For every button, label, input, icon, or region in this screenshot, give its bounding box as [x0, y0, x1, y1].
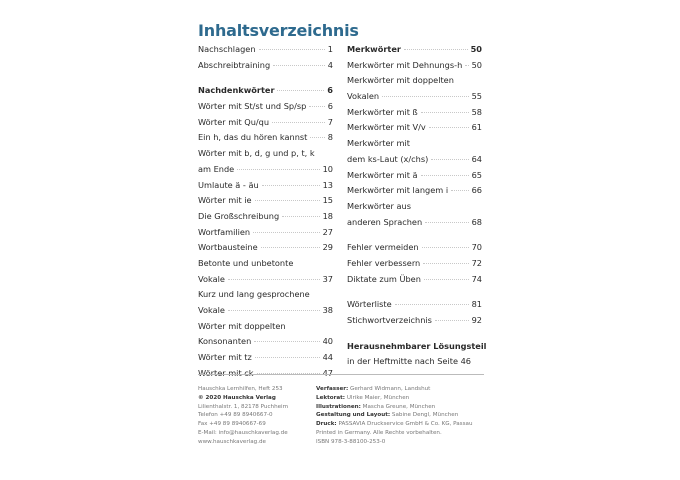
toc-entry-label: Konsonanten	[198, 336, 252, 347]
toc-entry-page: 15	[322, 195, 333, 206]
toc-entry-page: 6	[327, 101, 333, 112]
toc-entry-page: 8	[327, 132, 333, 143]
toc-entry-label: am Ende	[198, 163, 235, 174]
toc-entry-page: 38	[322, 305, 333, 315]
toc-entry-page: 4	[327, 59, 333, 70]
toc-entry[interactable]	[347, 183, 482, 199]
toc-entry[interactable]	[347, 313, 482, 329]
toc-entry[interactable]	[198, 83, 333, 99]
dot-leader	[395, 304, 469, 305]
toc-entry-page: 68	[471, 216, 482, 227]
toc-entry-page: 10	[322, 163, 333, 174]
dot-leader	[425, 222, 468, 223]
toc-left-column	[198, 42, 333, 381]
toc-entry[interactable]	[347, 215, 482, 231]
toc-entry-label: Vokalen	[347, 91, 380, 102]
toc-entry[interactable]	[198, 319, 333, 335]
dot-leader	[228, 310, 320, 311]
toc-entry-label: Wörter mit ck	[198, 367, 254, 378]
toc-entry-page: 29	[322, 242, 333, 253]
toc-entry-label: Wörter mit doppelten	[198, 320, 286, 331]
toc-entry[interactable]	[198, 178, 333, 194]
toc-entry-label: Die Großschreibung	[198, 210, 280, 221]
dot-leader	[421, 175, 469, 176]
toc-entry-label: Wörter mit b, d, g und p, t, k	[198, 148, 315, 159]
toc-entry-page: 61	[471, 122, 482, 133]
toc-entry[interactable]	[347, 199, 482, 215]
toc-entry-page: 18	[322, 210, 333, 221]
toc-entry-page: 81	[471, 299, 482, 310]
toc-entry-label: Merkwörter mit Dehnungs-h	[347, 59, 463, 70]
imprint-line: E-Mail: info@hauschkaverlag.de	[198, 429, 288, 436]
toc-entry-page: 70	[471, 242, 482, 253]
toc-entry-page: 58	[471, 106, 482, 117]
toc-entry-label: Stichwortverzeichnis	[347, 315, 432, 325]
toc-entry-label: Umlaute ä - äu	[198, 179, 259, 190]
toc-entry-page: 6	[327, 85, 333, 96]
toc-entry-label: dem ks-Laut (x/chs)	[347, 153, 429, 164]
toc-entry-label: Merkwörter mit doppelten	[347, 75, 454, 86]
dot-leader	[424, 279, 469, 280]
toc-entry-label: Merkwörter	[347, 44, 401, 54]
dot-leader	[431, 159, 468, 160]
dot-leader	[429, 127, 469, 128]
toc-entry-label: Merkwörter mit langem i	[347, 185, 449, 196]
dot-leader	[255, 357, 320, 358]
toc-entry[interactable]	[347, 240, 482, 256]
dot-leader	[237, 169, 319, 170]
toc-entry[interactable]	[198, 240, 333, 256]
toc-entry-label: Merkwörter mit ä	[347, 169, 418, 180]
toc-entry[interactable]	[347, 168, 482, 184]
imprint-credits	[316, 385, 472, 447]
imprint-key: Verfasser:	[316, 386, 349, 392]
toc-entry[interactable]	[347, 339, 487, 355]
imprint-key: Illustrationen:	[316, 403, 361, 410]
dot-leader	[255, 200, 320, 201]
toc-entry-page: 64	[471, 153, 482, 164]
toc-entry-label: Merkwörter mit	[347, 138, 410, 149]
toc-entry-label: Wortfamilien	[198, 226, 251, 237]
toc-entry[interactable]	[198, 334, 333, 350]
toc-entry-page: 27	[322, 226, 333, 237]
imprint-key: Gestaltung und Layout:	[316, 412, 391, 419]
toc-entry-label: Merkwörter aus	[347, 200, 411, 211]
toc-entry-page: 55	[471, 91, 482, 102]
toc-entry[interactable]	[347, 42, 482, 58]
toc-entry-label: Wörter mit St/st und Sp/sp	[198, 101, 307, 112]
dot-leader	[254, 341, 319, 342]
toc-entry-page: 50	[470, 44, 482, 54]
toc-entry[interactable]	[347, 120, 482, 136]
dot-leader	[382, 96, 468, 97]
toc-entry[interactable]	[347, 256, 482, 272]
imprint-line	[316, 403, 472, 412]
imprint-publisher	[198, 385, 288, 447]
toc-entry-label: Abschreibtraining	[198, 59, 271, 70]
toc-entry[interactable]	[198, 42, 333, 58]
imprint-value: PASSAVIA Druckservice GmbH & Co. KG, Passau	[336, 421, 473, 428]
imprint-line	[316, 385, 472, 394]
toc-entry[interactable]	[198, 256, 333, 272]
toc-entry-page: 40	[322, 336, 333, 347]
imprint-value: ISBN 978-3-88100-253-0	[316, 438, 386, 445]
toc-entry[interactable]	[347, 89, 482, 105]
imprint-value: Sabine Dengl, München	[390, 412, 459, 419]
toc-entry[interactable]	[347, 105, 482, 121]
dot-leader	[273, 65, 325, 66]
dot-leader	[272, 122, 325, 123]
toc-entry-label: Nachdenkwörter	[198, 85, 275, 96]
toc-entry-page: 92	[471, 315, 482, 325]
toc-entry-label: Wörter mit tz	[198, 352, 252, 363]
toc-entry[interactable]	[198, 58, 333, 74]
toc-entry-label: Wortbausteine	[198, 242, 258, 253]
toc-entry[interactable]	[347, 73, 482, 89]
dot-leader	[404, 49, 468, 50]
toc-entry-label: Betonte und unbetonte	[198, 257, 294, 268]
toc-entry[interactable]	[347, 58, 482, 74]
toc-entry-label: Fehler verbessern	[347, 257, 421, 268]
toc-entry-label: Fehler vermeiden	[347, 242, 419, 253]
imprint-value: Printed in Germany. Alle Rechte vorbehalten.	[316, 429, 442, 436]
toc-entry[interactable]	[347, 272, 482, 288]
imprint-line: Lilienthalstr. 1, 82178 Puchheim	[198, 403, 289, 410]
toc-entry[interactable]	[198, 162, 333, 178]
toc-entry-page: 65	[471, 169, 482, 180]
toc-entry[interactable]	[198, 209, 333, 225]
toc-entry-page: 72	[471, 257, 482, 268]
imprint-line	[316, 420, 472, 429]
imprint-line: Fax +49 89 8940667-69	[198, 421, 266, 428]
toc-entry-label: Kurz und lang gesprochene	[198, 289, 310, 300]
dot-leader	[309, 106, 324, 107]
dot-leader	[423, 263, 468, 264]
dot-leader	[277, 90, 324, 91]
toc-entry-label: Vokale	[198, 273, 225, 284]
imprint-line	[316, 411, 472, 420]
toc-entry-page: 13	[322, 179, 333, 190]
toc-entry[interactable]	[198, 350, 333, 366]
toc-entry-label: Wörter mit Qu/qu	[198, 116, 270, 127]
toc-entry-label: in der Heftmitte nach Seite 46	[347, 356, 471, 367]
imprint-value: Ulrike Maier, München	[345, 394, 410, 401]
toc-entry[interactable]	[198, 99, 333, 115]
toc-entry[interactable]	[198, 287, 333, 303]
imprint-line	[316, 438, 472, 447]
toc-right-column	[347, 42, 487, 370]
spacer	[347, 329, 482, 339]
toc-entry-page: 7	[327, 116, 333, 127]
spacer	[347, 287, 482, 297]
toc-entry[interactable]	[198, 193, 333, 209]
toc-entry-label: Merkwörter mit ß	[347, 106, 418, 117]
toc-entry[interactable]	[347, 354, 482, 370]
toc-entry[interactable]	[347, 297, 482, 313]
imprint-line	[316, 429, 472, 438]
toc-entry-page: 74	[471, 273, 482, 284]
toc-entry[interactable]	[198, 146, 333, 162]
toc-entry-label: Wörterliste	[347, 299, 392, 310]
toc-entry-label: Merkwörter mit V/v	[347, 122, 426, 133]
toc-entry[interactable]	[347, 136, 482, 152]
imprint-line: © 2020 Hauschka Verlag	[198, 394, 276, 401]
toc-entry-page: 1	[327, 44, 333, 54]
toc-entry[interactable]	[198, 115, 333, 131]
page-title: Inhaltsverzeichnis	[198, 21, 359, 40]
toc-entry[interactable]	[347, 152, 482, 168]
dot-leader	[262, 185, 320, 186]
imprint-key: Druck:	[316, 421, 337, 428]
toc-entry-label: Nachschlagen	[198, 44, 256, 54]
imprint-line: www.hauschkaverlag.de	[198, 438, 266, 445]
dot-leader	[451, 190, 468, 191]
dot-leader	[465, 65, 468, 66]
dot-leader	[282, 216, 319, 217]
toc-entry-page: 44	[322, 352, 333, 363]
toc-entry-label: Wörter mit ie	[198, 195, 252, 206]
imprint-line	[316, 394, 472, 403]
dot-leader	[422, 247, 469, 248]
divider	[198, 374, 484, 375]
dot-leader	[253, 232, 319, 233]
spacer	[347, 230, 482, 240]
dot-leader	[228, 279, 320, 280]
toc-entry-label: anderen Sprachen	[347, 216, 423, 227]
toc-entry-label: Diktate zum Üben	[347, 273, 421, 284]
dot-leader	[421, 112, 469, 113]
imprint-key: Lektorat:	[316, 394, 346, 401]
dot-leader	[435, 320, 469, 321]
toc-entry-page: 47	[322, 367, 333, 378]
imprint-value: Mascha Greune, München	[360, 403, 436, 410]
dot-leader	[310, 137, 324, 138]
toc-entry-label: Ein h, das du hören kannst	[198, 132, 308, 143]
imprint-value: Gerhard Widmann, Landshut	[348, 386, 431, 392]
dot-leader	[259, 49, 325, 50]
dot-leader	[261, 247, 320, 248]
toc-entry-page: 66	[471, 185, 482, 196]
toc-entry-page: 37	[322, 273, 333, 284]
toc-entry[interactable]	[198, 225, 333, 241]
toc-entry[interactable]	[198, 303, 333, 319]
toc-entry-label: Herausnehmbarer Lösungsteil	[347, 340, 487, 351]
toc-entry-label: Vokale	[198, 305, 225, 315]
imprint-line: Telefon +49 89 8940667-0	[198, 412, 273, 419]
spacer	[198, 73, 333, 83]
imprint-line: Hauschka Lernhilfen, Heft 253	[198, 386, 283, 392]
toc-entry[interactable]	[198, 130, 333, 146]
toc-entry[interactable]	[198, 272, 333, 288]
toc-entry-page: 50	[471, 59, 482, 70]
